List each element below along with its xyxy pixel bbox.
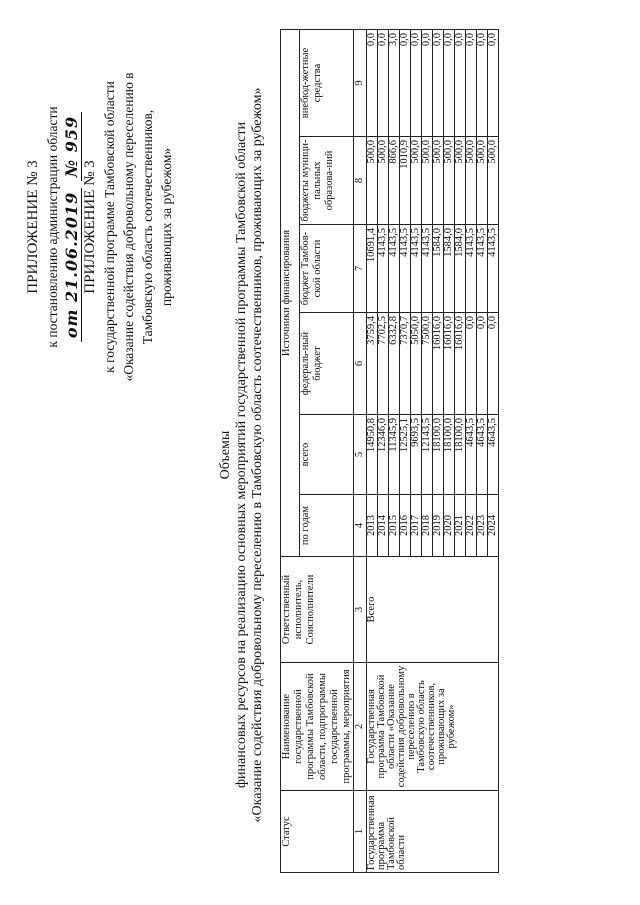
column-number: 1 — [354, 791, 367, 873]
federal-budget-cell: 5050,0 — [411, 313, 422, 415]
extrabudget-cell: 0,0 — [477, 29, 488, 136]
total-cell: 11345,9 — [389, 415, 400, 495]
total-cell: 4643,5 — [488, 415, 499, 495]
federal-budget-cell: 6332,8 — [389, 313, 400, 415]
header-municipal: бюджеты муници-пальных образова-ний — [299, 137, 353, 225]
municipal-budget-cell: 500,0 — [411, 137, 422, 225]
appendix-program-line2: «Оказание содействия добровольному переселению в — [121, 72, 136, 382]
header-regional: бюджет Тамбов-ской области — [299, 225, 353, 313]
executor-cell: Всего — [367, 557, 499, 663]
appendix-title: ПРИЛОЖЕНИЕ № 3 — [25, 160, 41, 294]
column-number: 9 — [354, 29, 367, 136]
municipal-budget-cell: 500,0 — [444, 137, 455, 225]
column-numbers-row — [354, 29, 367, 872]
year-cell: 2017 — [411, 495, 422, 557]
column-number: 6 — [354, 313, 367, 415]
year-cell: 2024 — [488, 495, 499, 557]
year-cell: 2019 — [433, 495, 444, 557]
total-cell: 18100,0 — [433, 415, 444, 495]
total-cell: 18100,0 — [455, 415, 466, 495]
total-cell: 9693,5 — [411, 415, 422, 495]
regional-budget-cell: 4143,5 — [488, 225, 499, 313]
federal-budget-cell: 7370,7 — [400, 313, 411, 415]
column-number: 4 — [354, 495, 367, 557]
regional-budget-cell: 4143,5 — [411, 225, 422, 313]
column-number: 8 — [354, 137, 367, 225]
year-cell: 2018 — [422, 495, 433, 557]
regional-budget-cell: 4143,5 — [389, 225, 400, 313]
appendix-program-title: ПРИЛОЖЕНИЕ № 3 — [82, 160, 98, 294]
extrabudget-cell: 0,0 — [444, 29, 455, 136]
municipal-budget-cell: 500,0 — [367, 137, 378, 225]
year-cell: 2021 — [455, 495, 466, 557]
total-cell: 12525,1 — [400, 415, 411, 495]
total-cell: 18100,0 — [444, 415, 455, 495]
year-cell: 2014 — [378, 495, 389, 557]
year-cell: 2016 — [400, 495, 411, 557]
header-total: всего — [299, 415, 353, 495]
handwritten-date: от 21.06.2019 — [62, 188, 82, 342]
header-extrabudget: внебюд-жетные средства — [299, 29, 353, 136]
header-name: Наименование государственной программы Тамбовской области, подпрограммы государственной программы, мероприятия — [281, 663, 354, 791]
federal-budget-cell: 7702,5 — [378, 313, 389, 415]
extrabudget-cell: 0,0 — [466, 29, 477, 136]
appendix-program-line4: проживающих за рубежом» — [159, 147, 174, 307]
header-status: Статус — [281, 791, 354, 873]
header-by-years: по годам — [299, 495, 353, 557]
federal-budget-cell: 0,0 — [466, 313, 477, 415]
column-number: 7 — [354, 225, 367, 313]
column-number: 5 — [354, 415, 367, 495]
federal-budget-cell: 0,0 — [488, 313, 499, 415]
federal-budget-cell: 3759,4 — [367, 313, 378, 415]
regional-budget-cell: 10691,4 — [367, 225, 378, 313]
federal-budget-cell: 16016,0 — [455, 313, 466, 415]
appendix-decree-line: к постановлению администрации области — [45, 106, 60, 348]
total-cell: 4643,5 — [466, 415, 477, 495]
heading-line3: «Оказание содействия добровольному переселению в Тамбовскую область соотечественников, проживающих за рубежом» — [250, 87, 265, 823]
total-cell: 12346,0 — [378, 415, 389, 495]
document-heading — [218, 25, 266, 885]
financing-table — [280, 29, 499, 873]
extrabudget-cell: 0,0 — [411, 29, 422, 136]
regional-budget-cell: 4143,5 — [400, 225, 411, 313]
year-cell: 2013 — [367, 495, 378, 557]
year-cell: 2023 — [477, 495, 488, 557]
program-name-cell: Государственная программа Тамбовской области «Оказание содействия добровольному переселению в Тамбовскую область соотечественников, проживающих за рубежом» — [367, 663, 499, 791]
extrabudget-cell: 0,0 — [400, 29, 411, 136]
year-cell: 2015 — [389, 495, 400, 557]
financing-rows — [367, 29, 499, 872]
year-cell: 2020 — [444, 495, 455, 557]
extrabudget-cell: 3,0 — [389, 29, 400, 136]
header-executor: Ответственный исполнитель, Соисполнители — [281, 557, 354, 663]
extrabudget-cell: 0,0 — [433, 29, 444, 136]
appendix-program-line3: Тамбовскую область соотечественников, — [140, 109, 155, 345]
table-row — [367, 29, 378, 872]
regional-budget-cell: 1584,0 — [455, 225, 466, 313]
regional-budget-cell: 4143,5 — [466, 225, 477, 313]
federal-budget-cell: 16016,0 — [433, 313, 444, 415]
federal-budget-cell: 7500,0 — [422, 313, 433, 415]
total-cell: 12143,5 — [422, 415, 433, 495]
municipal-budget-cell: 500,0 — [488, 137, 499, 225]
municipal-budget-cell: 500,0 — [455, 137, 466, 225]
municipal-budget-cell: 500,0 — [477, 137, 488, 225]
municipal-budget-cell: 500,0 — [466, 137, 477, 225]
municipal-budget-cell: 500,0 — [422, 137, 433, 225]
municipal-budget-cell: 500,0 — [378, 137, 389, 225]
status-cell: Государственная программа Тамбовской области — [367, 791, 499, 873]
extrabudget-cell: 0,0 — [455, 29, 466, 136]
handwritten-number: № 959 — [62, 112, 82, 181]
handwritten-date-number — [62, 47, 81, 407]
federal-budget-cell: 16016,0 — [444, 313, 455, 415]
header-sources: Источники финансирования — [281, 29, 300, 556]
year-cell: 2022 — [466, 495, 477, 557]
federal-budget-cell: 0,0 — [477, 313, 488, 415]
total-cell: 14950,8 — [367, 415, 378, 495]
appendix-program-line1: к государственной программе Тамбовской области — [102, 81, 117, 373]
regional-budget-cell: 1584,0 — [444, 225, 455, 313]
header-federal: федераль-ный бюджет — [299, 313, 353, 415]
heading-line2: финансовых ресурсов на реализацию основных мероприятий государственной программы Тамбовской области — [234, 121, 249, 789]
heading-title: Объемы — [218, 430, 233, 480]
appendix-header — [24, 47, 176, 407]
regional-budget-cell: 1584,0 — [433, 225, 444, 313]
extrabudget-cell: 0,0 — [422, 29, 433, 136]
extrabudget-cell: 0,0 — [488, 29, 499, 136]
column-number: 3 — [354, 557, 367, 663]
municipal-budget-cell: 866,6 — [389, 137, 400, 225]
regional-budget-cell: 4143,5 — [477, 225, 488, 313]
column-number: 2 — [354, 663, 367, 791]
municipal-budget-cell: 500,0 — [433, 137, 444, 225]
regional-budget-cell: 4143,5 — [422, 225, 433, 313]
total-cell: 4643,5 — [477, 415, 488, 495]
extrabudget-cell: 0,0 — [367, 29, 378, 136]
extrabudget-cell: 0,0 — [378, 29, 389, 136]
regional-budget-cell: 4143,5 — [378, 225, 389, 313]
municipal-budget-cell: 1010,9 — [400, 137, 411, 225]
